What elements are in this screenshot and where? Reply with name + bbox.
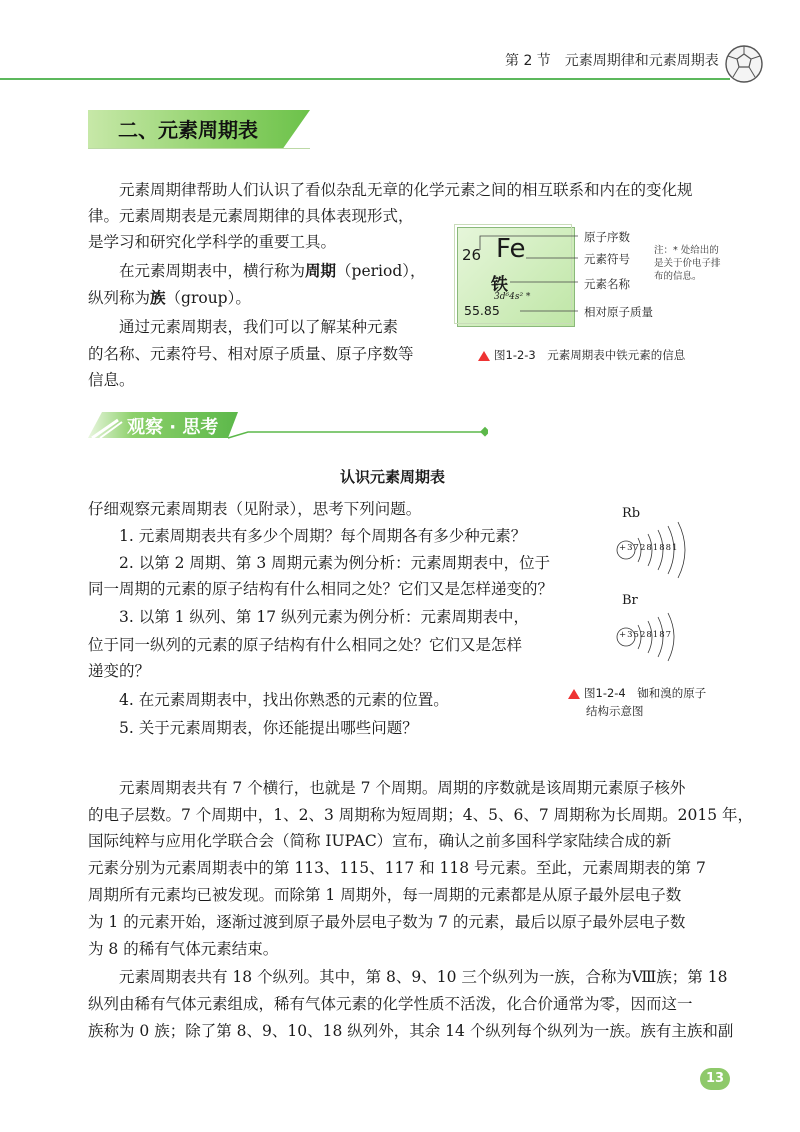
- body-line: 周期所有元素均已被发现。而除第 1 周期外，每一周期的元素都是从原子最外层电子数: [88, 886, 682, 904]
- intro-line: 律。元素周期表是元素周期律的具体表现形式，: [88, 207, 414, 225]
- intro-line: [88, 286, 251, 310]
- question: 位于同一纵列的元素的原子结构有什么相同之处？它们又是怎样: [88, 636, 523, 654]
- body-line: 元素周期表共有 7 个横行，也就是 7 个周期。周期的序数就是该周期元素原子核外: [119, 779, 686, 797]
- text-span: （group）。: [165, 289, 251, 307]
- footnote: [654, 244, 721, 283]
- body-line: 国际纯粹与应用化学联合会（简称 IUPAC）宣布，确认之前多国科学家陆续合成的新: [88, 832, 672, 850]
- question: 5. 关于元素周期表，你还能提出哪些问题？: [119, 719, 418, 737]
- rb-shell-numbers: [619, 543, 678, 553]
- note-line: 注：* 处给出的: [654, 245, 719, 256]
- body-line: 纵列由稀有气体元素组成，稀有气体元素的化学性质不活泼，化合价通常为零，因而这一: [88, 995, 693, 1013]
- body-line: 元素周期表共有 18 个纵列。其中，第 8、9、10 三个纵列为一族，合称为Ⅷ族；第 18: [119, 968, 728, 986]
- question: 递变的？: [88, 662, 151, 680]
- body-line: 的电子层数。7 个周期中，1、2、3 周期称为短周期；4、5、6、7 周期称为长周期。2015 年，: [88, 806, 754, 824]
- note-line: 布的信息。: [654, 271, 702, 282]
- br-shell: 2: [639, 630, 647, 640]
- atomic-number: 26: [462, 246, 482, 264]
- element-name: 铁: [491, 275, 508, 295]
- body-line: 为 1 的元素开始，逐渐过渡到原子最外层电子数为 7 的元素，最后以原子最外层电子数: [88, 913, 686, 931]
- br-shell: 7: [665, 630, 673, 640]
- header-rule: [0, 78, 730, 80]
- activity-intro: 仔细观察元素周期表（见附录），思考下列问题。: [88, 500, 422, 518]
- section-title: 二、元素周期表: [118, 118, 258, 142]
- question: 3. 以第 1 纵列、第 17 纵列元素为例分析：元素周期表中，: [119, 608, 530, 626]
- question: 同一周期的元素的原子结构有什么相同之处？它们又是怎样递变的？: [88, 580, 554, 598]
- body-line: 族称为 0 族；除了第 8、9、10、18 纵列外，其余 14 个纵列每个纵列为一族。族有主族和副: [88, 1022, 734, 1040]
- rb-nucleus: +37: [619, 543, 640, 553]
- rb-shell: 1: [672, 543, 679, 553]
- term-period: 周期: [305, 262, 337, 280]
- br-symbol: Br: [622, 593, 638, 608]
- atomic-mass: 55.85: [464, 303, 500, 318]
- label-atomic-number: 原子序数: [584, 230, 630, 244]
- observe-banner-label: 观察 · 思考: [127, 417, 219, 438]
- br-nucleus: +35: [619, 630, 640, 640]
- caption-text: 图1-2-4 铷和溴的原子: [584, 686, 707, 700]
- text-span: （period），: [336, 262, 426, 280]
- caption-text: 图1-2-3 元素周期表中铁元素的信息: [494, 348, 686, 362]
- label-symbol: 元素符号: [584, 252, 630, 266]
- label-leader-lines: [470, 230, 590, 320]
- intro-line: 的名称、元素符号、相对原子质量、原子序数等: [88, 345, 414, 363]
- triangle-icon: [478, 351, 490, 361]
- intro-line: 元素周期律帮助人们认识了看似杂乱无章的化学元素之间的相互联系和内在的变化规: [119, 181, 693, 199]
- intro-line: 是学习和研究化学科学的重要工具。: [88, 233, 337, 251]
- rb-shell: 8: [665, 543, 673, 553]
- element-symbol: Fe: [496, 234, 526, 264]
- br-shell: 18: [652, 630, 666, 640]
- body-line: 元素分别为元素周期表中的第 113、115、117 和 118 号元素。至此，元素周期表的第 7: [88, 859, 706, 877]
- triangle-icon: [568, 689, 580, 699]
- note-line: 是关于价电子排: [654, 258, 721, 269]
- figure-caption: [478, 347, 685, 363]
- rb-shell: 8: [646, 543, 653, 553]
- intro-line: 通过元素周期表，我们可以了解某种元素: [119, 318, 399, 336]
- br-shell-numbers: [619, 630, 672, 640]
- intro-line: 信息。: [88, 371, 135, 389]
- label-mass: 相对原子质量: [584, 305, 653, 319]
- text-span: 纵列称为: [88, 289, 151, 307]
- figure-caption: [568, 684, 706, 720]
- page-number: 13: [700, 1068, 730, 1090]
- activity-title: 认识元素周期表: [340, 468, 446, 486]
- intro-line: [119, 259, 426, 283]
- caption-text: 结构示意图: [586, 704, 644, 718]
- question: 4. 在元素周期表中，找出你熟悉的元素的位置。: [119, 691, 449, 709]
- term-group: 族: [150, 289, 166, 307]
- question: 2. 以第 2 周期、第 3 周期元素为例分析：元素周期表中，位于: [119, 554, 551, 572]
- fullerene-icon: [724, 44, 764, 84]
- chapter-header: 第 2 节 元素周期律和元素周期表: [505, 53, 719, 69]
- section-underline: [88, 148, 310, 149]
- rb-shell: 2: [639, 543, 647, 553]
- rb-symbol: Rb: [622, 506, 641, 521]
- rb-shell: 18: [652, 543, 666, 553]
- br-shell: 8: [646, 630, 653, 640]
- text-span: 在元素周期表中，横行称为: [119, 262, 306, 280]
- label-name: 元素名称: [584, 277, 630, 291]
- electron-config: 3d⁶4s² *: [494, 292, 531, 302]
- body-line: 为 8 的稀有气体元素结束。: [88, 940, 279, 958]
- question: 1. 元素周期表共有多少个周期？每个周期各有多少种元素？: [119, 527, 527, 545]
